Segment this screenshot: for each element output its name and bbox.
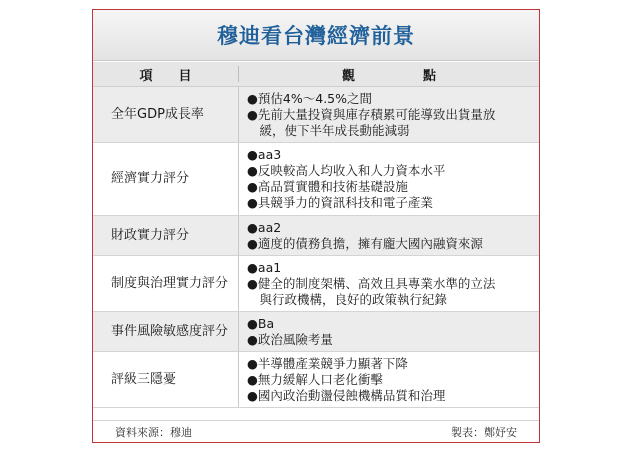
table-row <box>93 352 539 408</box>
point-text: 緩，使下半年成長動能減弱 <box>247 122 410 138</box>
row-points <box>239 354 539 406</box>
point-text: ●適度的債務負擔，擁有龐大國內融資來源 <box>247 235 483 251</box>
point-text: ●無力緩解人口老化衝擊 <box>247 371 383 387</box>
row-points <box>239 145 539 213</box>
table-row <box>93 312 539 352</box>
row-label: 評級三隱憂 <box>111 371 177 387</box>
row-points <box>239 258 539 310</box>
point-text: ●政治風險考量 <box>247 331 333 347</box>
point-text: ●預估4%～4.5%之間 <box>247 90 372 106</box>
row-label: 全年GDP成長率 <box>111 106 204 122</box>
table-row <box>93 216 539 256</box>
maker-credit: 製表：鄭妤安 <box>451 425 517 439</box>
column-header-item: 項目 <box>139 68 218 84</box>
row-label: 事件風險敏感度評分 <box>111 323 229 339</box>
point-text: ●反映較高人均收入和人力資本水平 <box>247 163 446 178</box>
infographic-frame <box>92 9 540 443</box>
point-text: ●Ba <box>247 315 275 331</box>
table-header <box>93 62 539 87</box>
table-row <box>93 256 539 312</box>
row-label: 財政實力評分 <box>111 227 190 243</box>
footer <box>93 420 539 442</box>
source-credit: 資料來源：穆迪 <box>115 425 192 439</box>
title-bar <box>93 10 539 61</box>
point-text: ●國內政治動盪侵蝕機構品質和治理 <box>247 387 446 403</box>
point-text: ●具競爭力的資訊科技和電子產業 <box>247 195 433 210</box>
table-row <box>93 143 539 216</box>
point-text: ●半導體產業競爭力顯著下降 <box>247 355 408 371</box>
point-text: ●健全的制度架構、高效且具專業水準的立法 <box>247 275 496 291</box>
point-text: ●aa1 <box>247 259 282 275</box>
row-points <box>239 218 539 254</box>
page-title: 穆迪看台灣經濟前景 <box>217 24 415 48</box>
row-points <box>239 314 539 350</box>
point-text: 與行政機構，良好的政策執行紀錄 <box>247 291 448 307</box>
table-row <box>93 87 539 143</box>
point-text: ●aa3 <box>247 147 282 162</box>
column-header-points: 觀點 <box>341 68 504 84</box>
row-label: 經濟實力評分 <box>111 171 190 186</box>
row-points <box>239 89 539 141</box>
point-text: ●aa2 <box>247 219 282 235</box>
point-text: ●先前大量投資與庫存積累可能導致出貨量放 <box>247 106 496 122</box>
row-label: 制度與治理實力評分 <box>111 275 229 291</box>
table-body <box>93 87 539 408</box>
point-text: ●高品質實體和技術基礎設施 <box>247 179 408 194</box>
